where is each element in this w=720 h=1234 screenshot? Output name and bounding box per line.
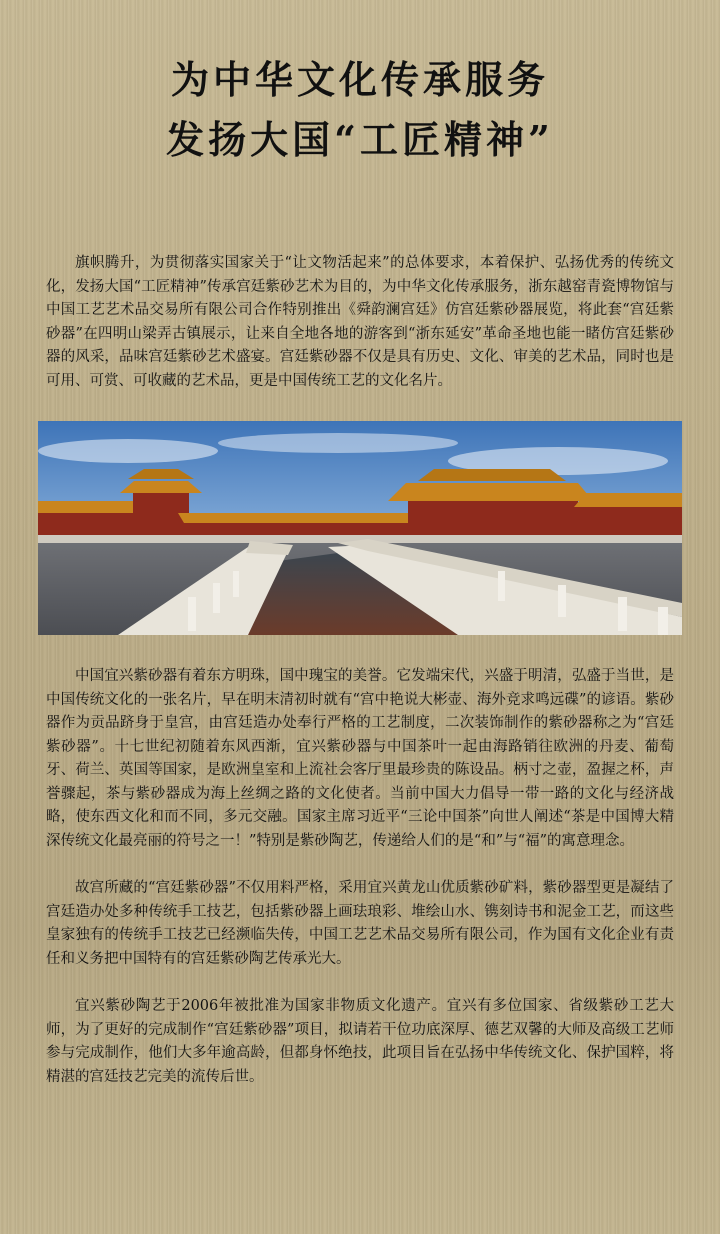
craft-paragraph: 故宫所藏的“宫廷紫砂器”不仅用料严格，采用宜兴黄龙山优质紫砂矿料，紫砂器型更是凝结了宫廷造办处多种传统手工技艺，包括紫砂器上画珐琅彩、堆绘山水、镌刻诗书和泥金工艺，而这些皇家独有的传统手工技艺已经濒临失传，中国工艺艺术品交易所有限公司，作为国有文化企业有责任和义务把中国特有的宫廷紫砂陶艺传承光大。 xyxy=(46,880,674,967)
intro-paragraph: 旗帜腾升，为贯彻落实国家关于“让文物活起来”的总体要求，本着保护、弘扬优秀的传统文化，发扬大国“工匠精神”传承宫廷紫砂艺术为目的，为中华文化传承服务，浙东越窑青瓷博物馆与中国工艺艺术品交易所有限公司合作特别推出《舜韵澜宫廷》仿宫廷紫砂器展览，将此套“宫廷紫砂器”在四明山梁弄古镇展示，让来自全地各地的游客到“浙东延安”革命圣地也能一睹仿宫廷紫砂器的风采，品味宫廷紫砂艺术盛宴。宫廷紫砂器不仅是具有历史、文化、审美的艺术品，同时也是可用、可赏、可收藏的艺术品，更是中国传统工艺的文化名片。 xyxy=(46,255,674,389)
history-paragraph: 中国宜兴紫砂器有着东方明珠，国中瑰宝的美誉。它发端宋代，兴盛于明清，弘盛于当世，是中国传统文化的一张名片，早在明末清初时就有“宫中艳说大彬壶、海外竞求鸣远碟”的谚语。紫砂器作为贡品跻身于皇宫，由宫廷造办处奉行严格的工艺制度，二次装饰制作的紫砂器称之为“宫廷紫砂器”。十七世纪初随着东风西渐，宜兴紫砂器与中国茶叶一起由海路销往欧洲的丹麦、葡萄牙、荷兰、英国等国家，是欧洲皇室和上流社会客厅里最珍贵的陈设品。柄寸之壶，盈握之杯，声誉骤起，茶与紫砂器成为海上丝绸之路的文化使者。当前中国大力倡导一带一路的文化与经济战略，使东西文化和而不同，多元交融。国家主席习近平“三论中国茶”向世人阐述“茶是中国博大精深传统文化最亮丽的符号之一！”特别是紫砂陶艺，传递给人们的是“和”与“福”的寓意理念。 xyxy=(46,668,674,849)
page-title-line2: 发扬大国“工匠精神” xyxy=(166,117,554,162)
page-title-line1: 为中华文化传承服务 xyxy=(170,57,549,102)
forbidden-city-photo xyxy=(38,421,682,635)
heritage-paragraph: 宜兴紫砂陶艺于2006年被批准为国家非物质文化遗产。宜兴有多位国家、省级紫砂工艺大师，为了更好的完成制作“宫廷紫砂器”项目，拟请若干位功底深厚、德艺双馨的大师及高级工艺师参与完成制作，他们大多年逾高龄，但都身怀绝技，此项目旨在弘扬中华传统文化、保护国粹，将精湛的宫廷技艺完美的流传后世。 xyxy=(46,998,674,1085)
